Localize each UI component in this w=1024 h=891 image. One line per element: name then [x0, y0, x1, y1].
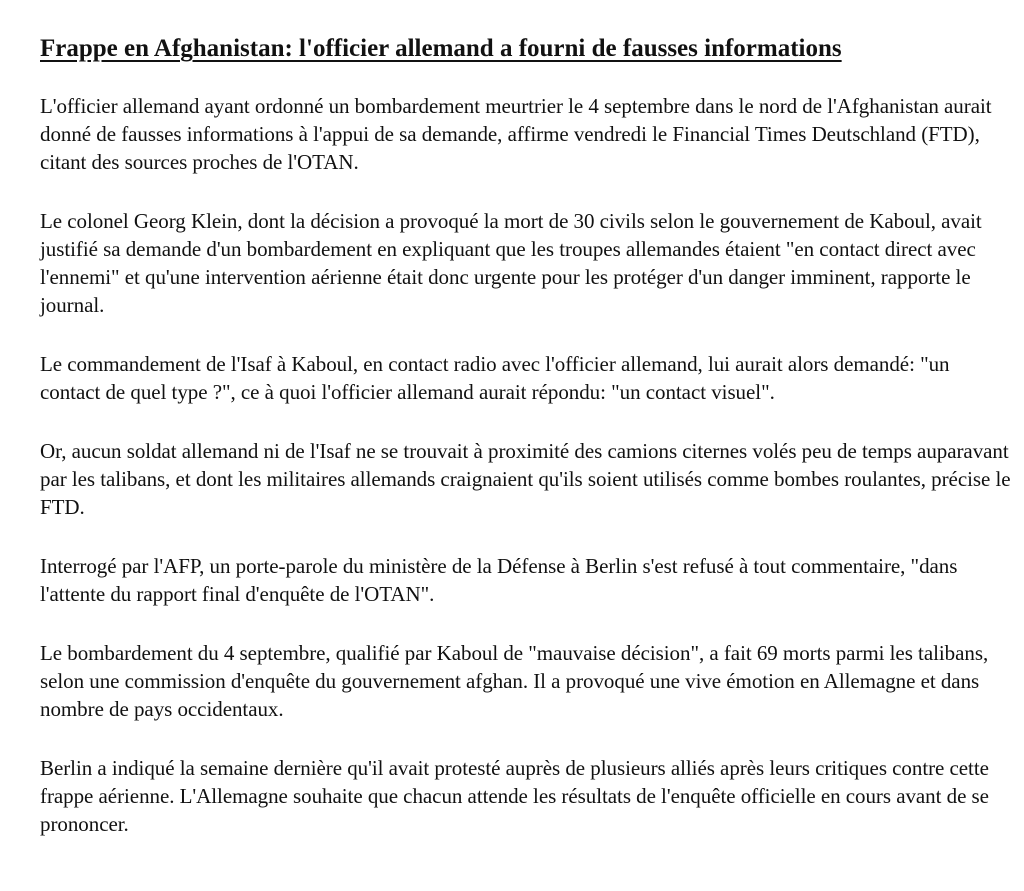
article-body: [40, 92, 1014, 838]
article-paragraph-6: Le bombardement du 4 septembre, qualifié par Kaboul de "mauvaise décision", a fait 69 morts parmi les talibans, selon une commission d'enquête du gouvernement afghan. Il a provoqué une vive émotion en Allemagne et dans nombre de pays occidentaux.: [40, 641, 989, 721]
article-paragraph-4: Or, aucun soldat allemand ni de l'Isaf ne se trouvait à proximité des camions citernes volés peu de temps auparavant par les talibans, et dont les militaires allemands craignaient qu'ils soient utilisés comme bombes roulantes, précise le FTD.: [40, 439, 1011, 519]
article-paragraph-7: Berlin a indiqué la semaine dernière qu'il avait protesté auprès de plusieurs alliés après leurs critiques contre cette frappe aérienne. L'Allemagne souhaite que chacun attende les résultats de l'enquête officielle en cours avant de se prononcer.: [40, 756, 989, 836]
article-paragraph-5: Interrogé par l'AFP, un porte-parole du ministère de la Défense à Berlin s'est refusé à tout commentaire, "dans l'attente du rapport final d'enquête de l'OTAN".: [40, 554, 958, 606]
article-paragraph-3: Le commandement de l'Isaf à Kaboul, en contact radio avec l'officier allemand, lui aurait alors demandé: "un contact de quel type ?", ce à quoi l'officier allemand aurait répondu: "un contact visuel".: [40, 352, 950, 404]
article-paragraph-1: L'officier allemand ayant ordonné un bombardement meurtrier le 4 septembre dans le nord de l'Afghanistan aurait donné de fausses informations à l'appui de sa demande, affirme vendredi le Financial Times Deutschland (FTD), citant des sources proches de l'OTAN.: [40, 94, 992, 174]
article-title: Frappe en Afghanistan: l'officier allemand a fourni de fausses informations: [40, 35, 842, 62]
article-paragraph-2: Le colonel Georg Klein, dont la décision a provoqué la mort de 30 civils selon le gouvernement de Kaboul, avait justifié sa demande d'un bombardement en expliquant que les troupes allemandes étaient "en contact direct avec l'ennemi" et qu'une intervention aérienne était donc urgente pour les protéger d'un danger imminent, rapporte le journal.: [40, 209, 982, 317]
